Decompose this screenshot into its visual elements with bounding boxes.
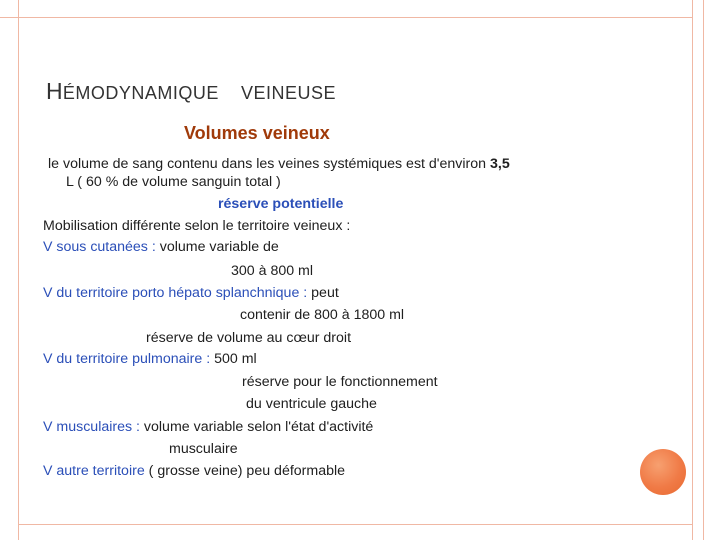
slide-subtitle: Volumes veineux [184, 123, 330, 143]
intro-line-1 [48, 155, 510, 173]
decorative-circle [640, 449, 686, 495]
porto-text: peut [307, 285, 339, 301]
musculaires-line [43, 418, 373, 436]
musculaires-text: volume variable selon l'état d'activité [139, 419, 374, 435]
frame-line-right-inner [692, 0, 693, 540]
slide-title [46, 78, 336, 105]
sous-cutanees-text: volume variable de [155, 239, 279, 255]
porto-reserve: réserve de volume au cœur droit [146, 330, 352, 346]
pulmonaire-text: 500 ml [210, 351, 257, 367]
pulmonaire-reserve-2: du ventricule gauche [246, 396, 377, 412]
autre-line [43, 462, 345, 480]
frame-line-left [18, 0, 19, 540]
autre-text: ( grosse veine) peu déformable [144, 463, 346, 479]
intro-line-2 [66, 173, 281, 191]
sous-cutanees-volume: 300 à 800 ml [231, 263, 314, 279]
intro-text: le volume de sang contenu dans les veines systémiques est d'environ [48, 156, 490, 172]
autre-label: V autre territoire [43, 463, 145, 479]
pulmonaire-line [43, 350, 257, 368]
title-first-letter: H [46, 78, 63, 104]
sous-cutanees-line [43, 238, 279, 256]
musculaires-label: V musculaires : [43, 419, 140, 435]
title-rest: ÉMODYNAMIQUE [62, 83, 219, 103]
porto-label: V du territoire porto hépato splanchnique : [43, 285, 308, 301]
intro-value: 3,5 [490, 156, 510, 172]
porto-line [43, 284, 339, 302]
mobilisation-line: Mobilisation différente selon le territoire veineux : [43, 218, 351, 234]
pulmonaire-label: V du territoire pulmonaire : [43, 351, 211, 367]
frame-line-top [0, 17, 692, 18]
frame-line-bottom [18, 524, 693, 525]
pulmonaire-reserve-1: réserve pour le fonctionnement [242, 374, 438, 390]
frame-line-right-outer [703, 0, 704, 540]
sous-cutanees-label: V sous cutanées : [43, 239, 156, 255]
title-word2: VEINEUSE [240, 83, 336, 103]
porto-volume: contenir de 800 à 1800 ml [240, 307, 405, 323]
intro-total: L ( 60 % de volume sanguin total ) [66, 174, 281, 190]
musculaires-text-2: musculaire [169, 441, 238, 457]
reserve-label: réserve potentielle [218, 196, 344, 212]
